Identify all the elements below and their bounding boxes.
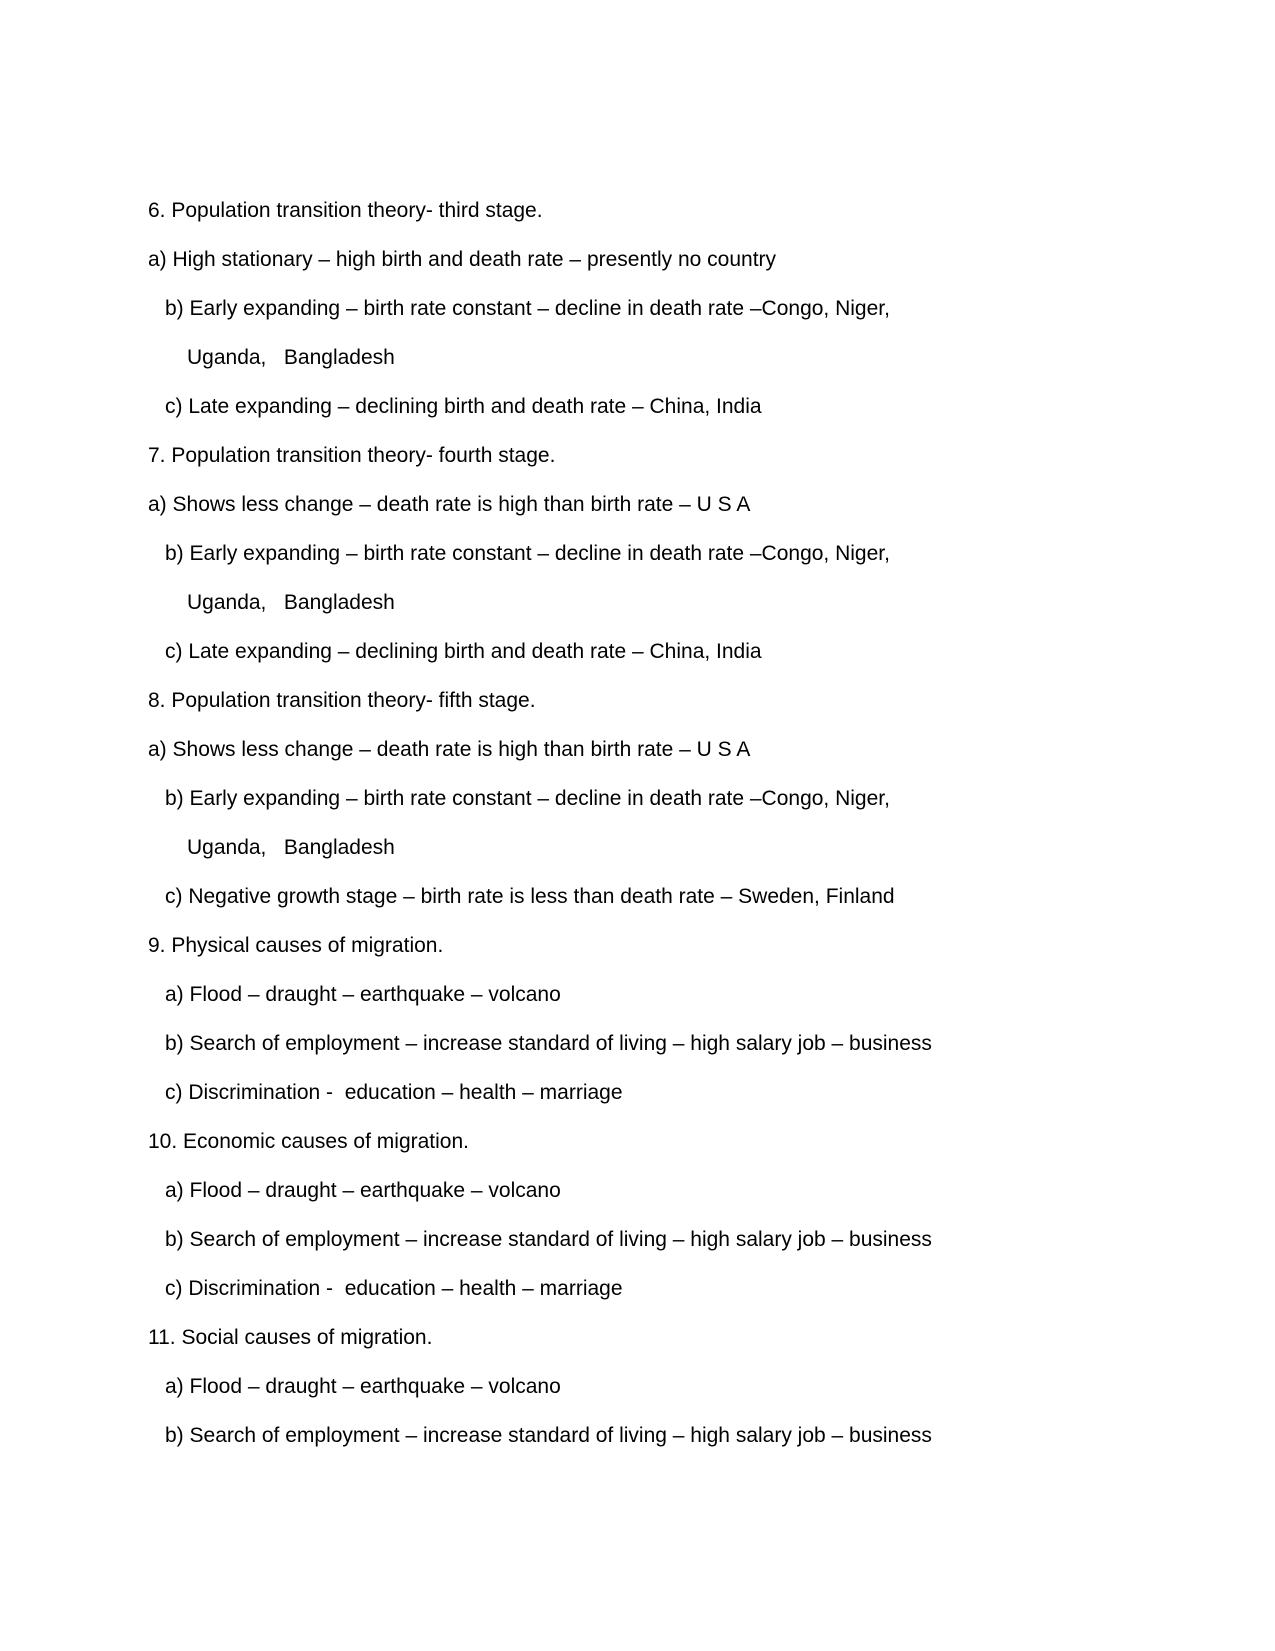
question-9-option-c: c) Discrimination - education – health – marriage — [165, 1081, 623, 1104]
question-8-option-c: c) Negative growth stage – birth rate is less than death rate – Sweden, Finland — [165, 885, 895, 908]
question-7-option-b-continued: Uganda, Bangladesh — [187, 591, 395, 614]
question-6-option-c: c) Late expanding – declining birth and death rate – China, India — [165, 395, 762, 418]
question-10-heading: 10. Economic causes of migration. — [148, 1130, 469, 1153]
question-8-option-b: b) Early expanding – birth rate constant – decline in death rate –Congo, Niger, — [165, 787, 890, 810]
question-10-option-a: a) Flood – draught – earthquake – volcano — [165, 1179, 561, 1202]
question-8-heading: 8. Population transition theory- fifth stage. — [148, 689, 536, 712]
question-8-option-a: a) Shows less change – death rate is high than birth rate – U S A — [148, 738, 751, 761]
question-11-option-a: a) Flood – draught – earthquake – volcano — [165, 1375, 561, 1398]
question-10-option-b: b) Search of employment – increase standard of living – high salary job – business — [165, 1228, 932, 1251]
question-6-option-a: a) High stationary – high birth and death rate – presently no country — [148, 248, 777, 271]
question-9-option-b: b) Search of employment – increase standard of living – high salary job – business — [165, 1032, 932, 1055]
question-8-option-b-continued: Uganda, Bangladesh — [187, 836, 395, 859]
question-7-option-c: c) Late expanding – declining birth and death rate – China, India — [165, 640, 762, 663]
question-9-option-a: a) Flood – draught – earthquake – volcano — [165, 983, 561, 1006]
question-11-option-b: b) Search of employment – increase standard of living – high salary job – business — [165, 1424, 932, 1447]
question-9-heading: 9. Physical causes of migration. — [148, 934, 444, 957]
question-10-option-c: c) Discrimination - education – health – marriage — [165, 1277, 623, 1300]
question-6-heading: 6. Population transition theory- third stage. — [148, 199, 543, 222]
question-7-option-a: a) Shows less change – death rate is high than birth rate – U S A — [148, 493, 751, 516]
question-11-heading: 11. Social causes of migration. — [148, 1326, 433, 1349]
question-6-option-b: b) Early expanding – birth rate constant – decline in death rate –Congo, Niger, — [165, 297, 890, 320]
question-7-heading: 7. Population transition theory- fourth stage. — [148, 444, 556, 467]
question-7-option-b: b) Early expanding – birth rate constant – decline in death rate –Congo, Niger, — [165, 542, 890, 565]
question-6-option-b-continued: Uganda, Bangladesh — [187, 346, 395, 369]
